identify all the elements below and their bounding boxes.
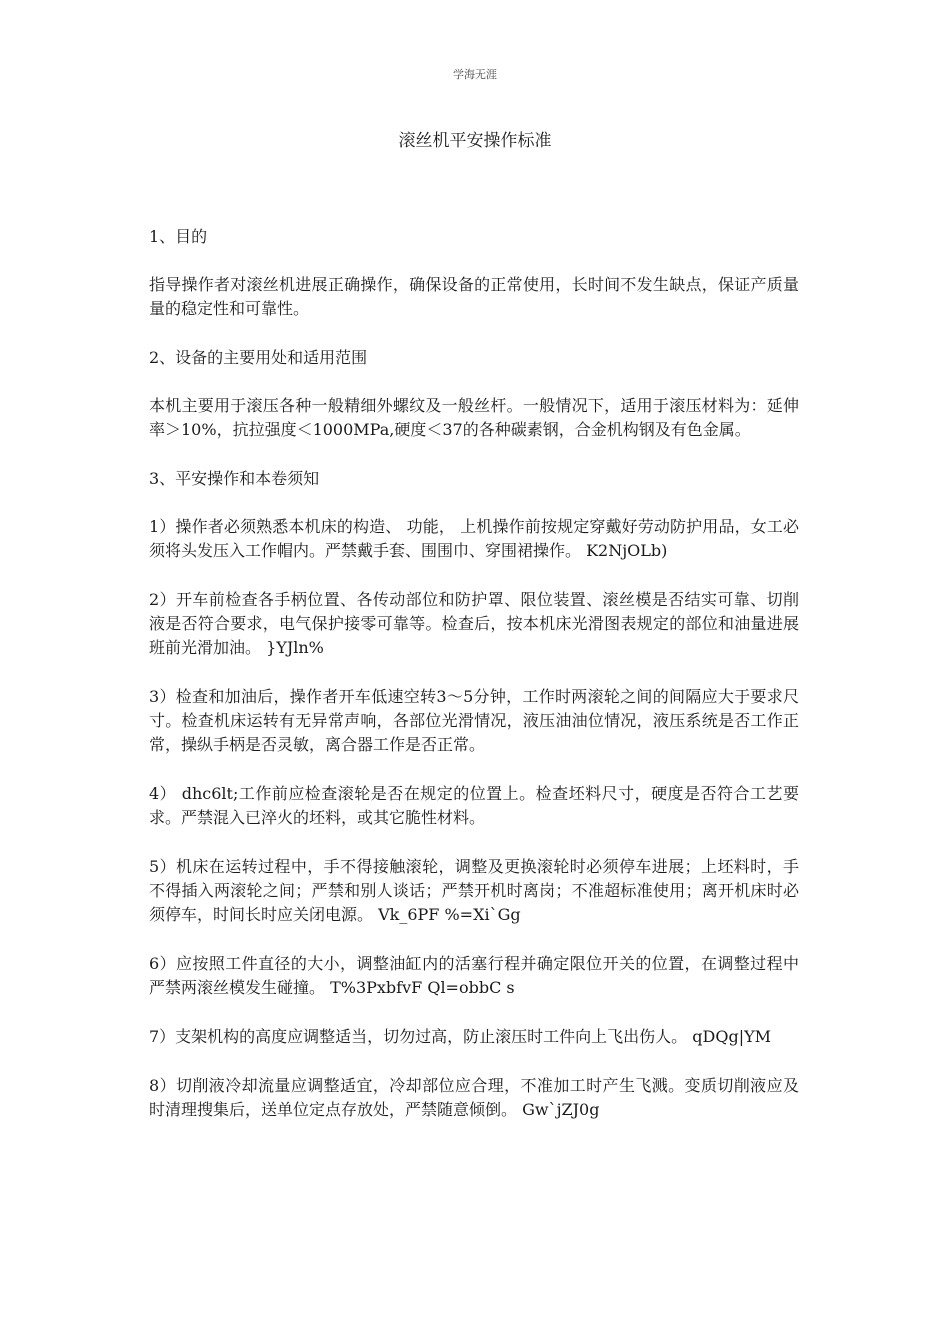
- paragraph: 6）应按照工件直径的大小，调整油缸内的活塞行程并确定限位开关的位置，在调整过程中严禁两滚丝模发生碰撞。 T%3PxbfvF Ql=obbC s: [149, 954, 799, 997]
- paragraph: 本机主要用于滚压各种一般精细外螺纹及一般丝杆。一般情况下，适用于滚压材料为：延伸率＞10%，抗拉强度＜1000MPa,硬度＜37的各种碳素钢，合金机构钢及有色金属。: [149, 396, 799, 439]
- paragraph: 3）检查和加油后，操作者开车低速空转3～5分钟，工作时两滚轮之间的间隔应大于要求尺寸。检查机床运转有无异常声响，各部位光滑情况，液压油油位情况，液压系统是否工作正常，操纵手柄是否灵敏，离合器工作是否正常。: [149, 687, 799, 754]
- document-title: 滚丝机平安操作标准: [398, 131, 552, 151]
- document-body: [149, 225, 799, 1147]
- paragraph: 5）机床在运转过程中，手不得接触滚轮，调整及更换滚轮时必须停车进展；上坯料时，手不得插入两滚轮之间；严禁和别人谈话；严禁开机时离岗；不准超标准使用；离开机床时必须停车，时间长时应关闭电源。 Vk_6PF %=Xi`Gg: [149, 857, 799, 924]
- section-heading: 1、目的: [149, 227, 208, 246]
- paragraph: 2）开车前检查各手柄位置、各传动部位和防护罩、限位装置、滚丝模是否结实可靠、切削液是否符合要求，电气保护接零可靠等。检查后，按本机床光滑图表规定的部位和油量进展班前光滑加油。 }YJln%: [149, 590, 799, 657]
- paragraph: 指导操作者对滚丝机进展正确操作，确保设备的正常使用，长时间不发生缺点，保证产质量量的稳定性和可靠性。: [149, 275, 799, 318]
- page-header: 学海无涯: [453, 68, 497, 81]
- paragraph: 8）切削液冷却流量应调整适宜，冷却部位应合理，不准加工时产生飞溅。变质切削液应及时清理搜集后，送单位定点存放处，严禁随意倾倒。 Gw`jZJ0g: [149, 1076, 799, 1119]
- paragraph: 4） dhc6lt;工作前应检查滚轮是否在规定的位置上。检查坯料尺寸，硬度是否符合工艺要求。严禁混入已淬火的坯料，或其它脆性材料。: [149, 784, 799, 827]
- paragraph: 1）操作者必须熟悉本机床的构造、 功能， 上机操作前按规定穿戴好劳动防护用品，女工必须将头发压入工作帽内。严禁戴手套、围围巾、穿围裙操作。 K2NjOLb): [149, 517, 799, 560]
- section-heading: 2、设备的主要用处和适用范围: [149, 348, 368, 367]
- section-heading: 3、平安操作和本卷须知: [149, 469, 320, 488]
- paragraph: 7）支架机构的高度应调整适当，切勿过高，防止滚压时工件向上飞出伤人。 qDQg|YM: [149, 1027, 772, 1046]
